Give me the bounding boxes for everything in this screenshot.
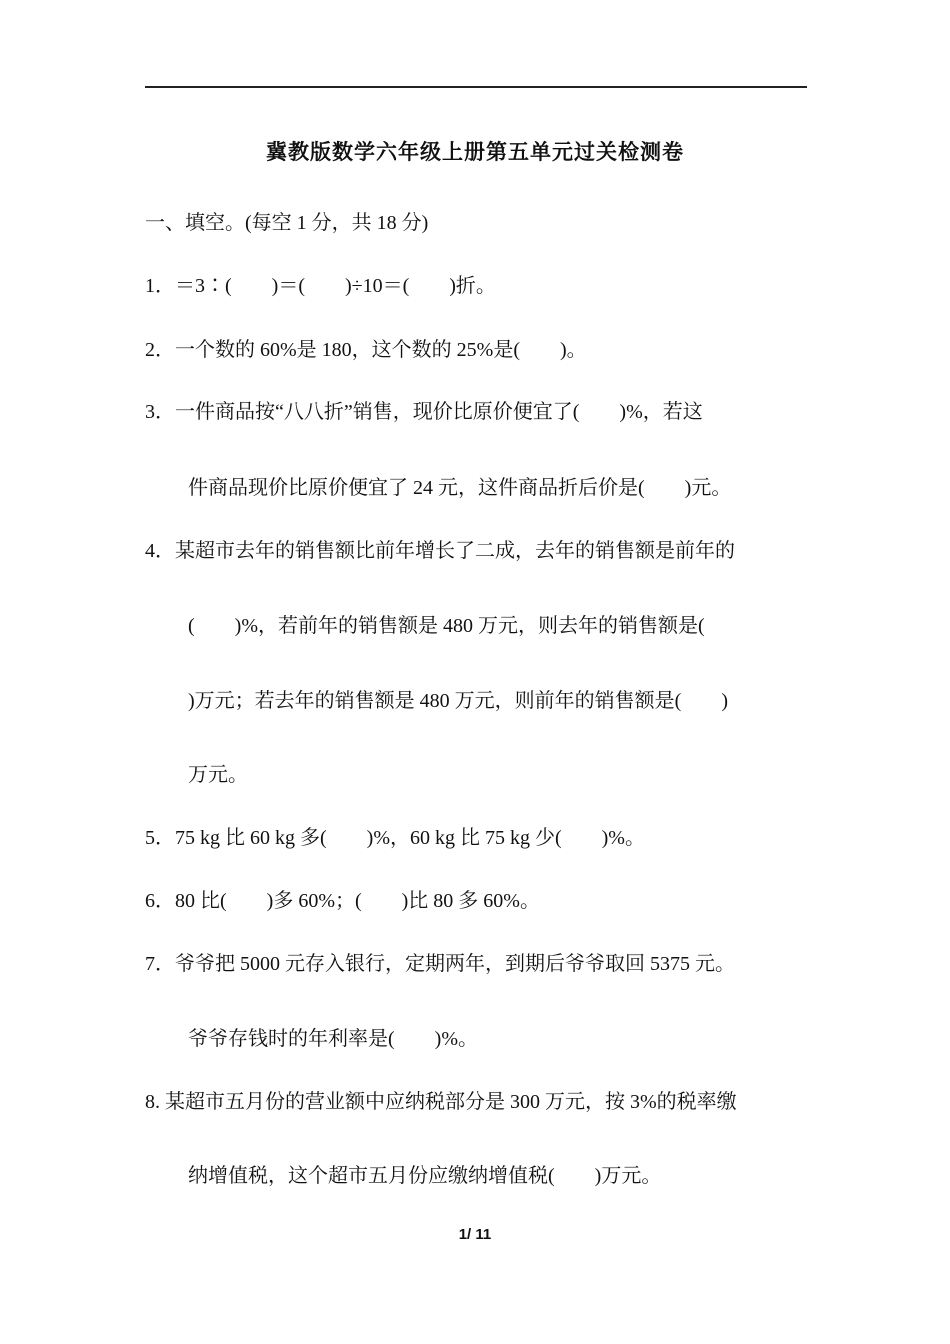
question-line: 万元。	[188, 764, 248, 786]
question-line: 爷爷存钱时的年利率是( )%。	[188, 1028, 478, 1050]
question-line: 7．爷爷把 5000 元存入银行，定期两年，到期后爷爷取回 5375 元。	[145, 953, 735, 975]
question-line: 纳增值税，这个超市五月份应缴纳增值税( )万元。	[188, 1165, 662, 1187]
question-line: 件商品现价比原价便宜了 24 元，这件商品折后价是( )元。	[188, 477, 732, 499]
question-line: 8. 某超市五月份的营业额中应纳税部分是 300 万元，按 3%的税率缴	[145, 1091, 737, 1113]
question-line: 4．某超市去年的销售额比前年增长了二成，去年的销售额是前年的	[145, 540, 735, 562]
question-line: 5．75 kg 比 60 kg 多( )%，60 kg 比 75 kg 少( )%。	[145, 827, 645, 849]
page-number: 1/ 11	[458, 1226, 492, 1243]
question-line: ( )%，若前年的销售额是 480 万元，则去年的销售额是(	[188, 615, 705, 637]
section-heading: 一、填空。(每空 1 分，共 18 分)	[145, 212, 429, 234]
header-rule	[145, 86, 807, 88]
page-title: 冀教版数学六年级上册第五单元过关检测卷	[266, 140, 684, 164]
question-line: 6．80 比( )多 60%；( )比 80 多 60%。	[145, 890, 540, 912]
question-line: 1．＝3∶( )＝( )÷10＝( )折。	[145, 275, 496, 297]
question-line: 2．一个数的 60%是 180，这个数的 25%是( )。	[145, 339, 587, 361]
question-line: )万元；若去年的销售额是 480 万元，则前年的销售额是( )	[188, 690, 728, 712]
question-line: 3．一件商品按“八八折”销售，现价比原价便宜了( )%，若这	[145, 401, 703, 423]
